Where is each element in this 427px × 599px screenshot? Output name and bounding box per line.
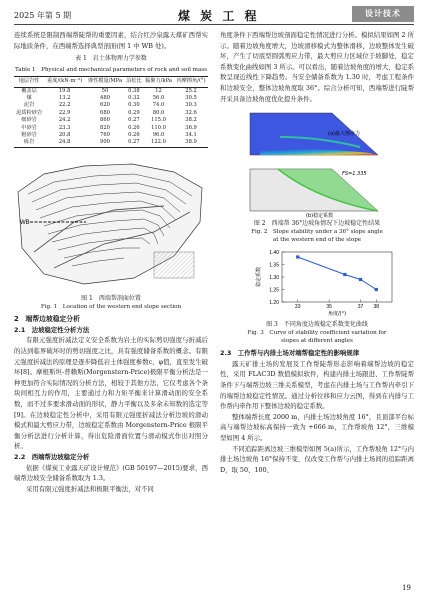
table-cell: 24.2 <box>58 117 71 124</box>
table-cell: 80.0 <box>152 109 165 116</box>
fs-label: FS=1.335 <box>342 171 367 178</box>
table1-title: 表 1 岩土体物理力学参数 <box>75 55 147 63</box>
table-cell: 泥质粉砂岩 <box>16 109 43 116</box>
table-row <box>14 139 208 147</box>
table-cell: 110.0 <box>151 124 166 131</box>
table1-title-en: Table 1 Physical and mechanical parameters of rock and soil mass <box>14 67 208 74</box>
x-axis-label: 角度/(°) <box>327 311 347 318</box>
stability-svg <box>220 163 414 219</box>
series-line <box>298 257 377 290</box>
x-tick-label: 33 <box>294 304 301 311</box>
table-header: 泊松比 <box>125 77 143 87</box>
table-row <box>14 125 208 132</box>
section22-paragraph-1: 依据《煤炭工业露天矿设计规范》(GB 50197—2015)要求，西端帮边坡安全储备系数取为 1.3。 <box>14 463 208 483</box>
shear-stress-svg <box>220 107 414 163</box>
section2-heading: 2 端帮边坡稳定分析 <box>14 314 80 323</box>
figure2a-shear-stress <box>220 107 414 163</box>
y-tick-label: 1.20 <box>269 299 279 306</box>
series-point <box>343 273 346 276</box>
rock-parameters-table <box>14 76 208 148</box>
table-cell: 38.9 <box>174 139 208 147</box>
table-cell: 煤 <box>26 95 32 101</box>
table-cell: 30.5 <box>185 95 197 101</box>
section23-paragraph-3: 不同追踪距离边坡三维模型如图 5(a)所示，工作帮坡角 12°与内排土场边坡角 16°保持不变，仅改变工作帮与内排土场间的追踪距离 D，取 50、100、 <box>220 444 414 474</box>
figure2b-stability <box>220 163 414 219</box>
section-tag: 设计技术 <box>352 6 414 22</box>
figure3-caption-en-2: slopes at different angles <box>281 338 353 345</box>
x-tick-label: 35 <box>326 304 332 311</box>
section23-paragraph-2: 整体端帮长度 2000 m，内排土场边坡角度 16°，且顶部平台标高与端帮边坡标高保持一致为 +666 m，工作帮坡角 12°，三维模型如图 4 所示。 <box>220 412 414 442</box>
issue-label: 2025 年第 5 期 <box>14 11 72 20</box>
table-cell: 22.2 <box>58 102 71 109</box>
table-cell: 74.0 <box>152 102 165 109</box>
series-point <box>375 288 378 291</box>
table-cell: 0.26 <box>128 132 140 139</box>
y-tick-label: 1.30 <box>269 274 279 281</box>
table-cell: 56.0 <box>152 95 165 101</box>
table-cell: 0.32 <box>128 95 140 101</box>
figure1-section-drawing <box>14 152 208 294</box>
y-axis-label: 稳定系数 <box>256 267 262 288</box>
section21-paragraph: 有限元强度折减法定义安全系数为岩土的实际剪切强度与折减后的达到临界破坏时的剪切强度之比，具有强度储备系数的概念。有限元强度折减法的原理是逐步降低岩土体强度参数c、φ值，直至发生破坏[8]。摩根斯坦-普赖斯(Morgenstern-Price)极限平衡分析法是一种更加符合实际情况的分析方法，相较于其他方法，它仅考虑各个条块间相互力的作用，主要通过力和力矩平衡来计算滑动面的安全系数，而不过多要求滑动面的形状，静力平衡以及多余未知数的选定等[9]。在边坡稳定性分析中，采用有限元强度折减法分析边坡的滑动模式和最大剪应力带，边坡稳定系数由 Morgenstern-Price 极限平衡分析法进行分析计算，得出危险滑面位置与滑动模式作出对照分析。 <box>14 336 208 451</box>
table-cell: 680 <box>100 109 110 116</box>
table-cell: 覆盖层 <box>21 87 37 94</box>
table-cell: 122.0 <box>143 139 174 147</box>
figure2-caption-en-2: at the western end of the slope <box>272 237 362 244</box>
table-cell: 19.8 <box>58 87 71 94</box>
figure2-caption: 图 2 西端帮 36°边坡角情况下边坡稳定性结果 <box>253 220 381 228</box>
table-cell: 12 <box>155 87 162 94</box>
table-cell: 38.2 <box>185 117 197 124</box>
table-cell: 0.29 <box>128 109 140 116</box>
table-cell: 0.27 <box>125 139 143 147</box>
table-body <box>14 87 208 147</box>
table-cell: 细砂岩 <box>21 117 37 124</box>
figure2a-label: (a)最大剪应力 <box>328 131 360 138</box>
y-tick-label: 1.25 <box>269 287 279 294</box>
table-cell: 砾岩 <box>14 139 44 147</box>
table-row <box>14 95 208 102</box>
x-tick-label: 37 <box>357 304 364 311</box>
stability-curve-chart <box>220 246 414 320</box>
table-cell: 粗砂岩 <box>21 132 37 139</box>
table-cell: 泥岩 <box>23 102 35 109</box>
table-header: 内摩擦角/(°) <box>174 77 208 87</box>
table-row <box>14 87 208 95</box>
table-row <box>14 110 208 117</box>
figure1-caption: 图 1 西端帮剖面位置 <box>81 294 141 302</box>
header-rule <box>14 24 414 25</box>
right-column <box>220 30 414 475</box>
section23-paragraph-1: 露天矿排土场的发展及工作帮陡帮形态影响着端帮边坡的稳定性，采用 FLAC3D 数值模拟软件，构建内排土场跟进、工作帮陡帮条件下与端帮边坡三维关系模型，考虑在内排土场与工作帮内牵引下的端帮边坡稳定性情况。通过分析位移和应力云图，得到在内排与工作帮内牵作用下整体边坡的稳定系数。 <box>220 359 414 411</box>
table-row <box>14 132 208 139</box>
figure3-chart <box>220 246 414 320</box>
table-row <box>14 102 208 109</box>
series-point <box>359 278 362 281</box>
table-header: 重度/(kN·m⁻³) <box>44 77 85 87</box>
table-cell: 32.6 <box>185 109 197 116</box>
table-cell: 115.0 <box>151 117 166 124</box>
page-number: 19 <box>402 584 411 592</box>
table-header: 黏聚力/kPa <box>143 77 174 87</box>
table-cell: 30.3 <box>185 102 197 109</box>
table-cell: 900 <box>85 139 125 147</box>
table-header: 弹性模量/MPa <box>85 77 125 87</box>
table-cell: 96.0 <box>152 132 165 139</box>
page-header <box>0 0 427 28</box>
table-cell: 13.2 <box>58 95 71 101</box>
table-cell: 760 <box>100 132 110 139</box>
table-cell: 20.8 <box>58 132 71 139</box>
table-cell: 0.38 <box>128 87 140 94</box>
figure3-caption: 图 3 不同角度边坡稳定系数变化曲线 <box>266 321 368 329</box>
svg-text:WB: WB <box>20 219 30 226</box>
table-cell: 中砂岩 <box>21 124 37 131</box>
table-cell: 50 <box>101 87 109 94</box>
table-cell: 860 <box>100 117 110 124</box>
figure1-caption-en: Fig. 1 Location of the western end slope section <box>40 303 182 310</box>
figure3-caption-en-1: Fig. 3 Curve of stability coefficient variation for <box>247 330 387 337</box>
section23-heading: 2.3 工作帮与内排土场对端帮稳定性的影响规律 <box>220 349 360 358</box>
table-cell: 23.3 <box>58 124 71 131</box>
figure2-caption-en-1: Fig. 2 Slope stability under a 36° slope angle <box>251 229 383 236</box>
section-svg <box>14 152 208 294</box>
x-tick-label: 38 <box>373 304 380 311</box>
table-cell: 25.2 <box>185 87 197 94</box>
table-header: 地层岩性 <box>14 77 44 87</box>
table-cell: 36.9 <box>185 124 197 131</box>
table-cell: 0.27 <box>128 117 140 124</box>
section22-heading: 2.2 西端帮边坡稳定分析 <box>14 452 90 461</box>
table-cell: 0.26 <box>128 124 140 131</box>
table-cell: 22.9 <box>58 109 71 116</box>
table-cell: 34.1 <box>185 132 197 139</box>
dump-area <box>154 252 194 278</box>
table-row <box>14 117 208 124</box>
y-tick-label: 1.35 <box>269 262 279 269</box>
table-cell: 0.30 <box>128 102 140 109</box>
table-cell: 820 <box>100 124 110 131</box>
table-cell: 620 <box>100 102 110 109</box>
journal-title: 煤 炭 工 程 <box>178 9 260 23</box>
figure2b-label: (b)稳定系数 <box>306 213 334 220</box>
section21-heading: 2.1 边坡稳定性分析方法 <box>14 325 90 334</box>
plot-frame <box>282 252 392 302</box>
section22-paragraph-2: 采用有限元强度折减法和极限平衡法，对不同 <box>26 484 154 493</box>
intro-paragraph: 连续系统是限制西端帮陡帮的重要因素，结合红沙泉露天煤矿西帮实际地质条件，在西端帮选择典型剖面(图 1 中 WB 处)。 <box>14 31 208 50</box>
table-cell: 480 <box>100 95 110 101</box>
y-tick-label: 1.40 <box>269 249 279 256</box>
left-column <box>14 30 208 494</box>
right-top-paragraph: 角度条件下西端帮边坡剖面稳定性情况进行分析。模拟结果如图 2 所示。随着边坡角度增大，边坡滑移模式为整体滑移，边坡整体发生破坏，产生了切底型圆弧剪应力带，最大剪应力区域位于坡脚处，稳定系数变化曲线如图 3 所示。可以看出，随着边坡角度的增大，稳定系数呈现近线性下降趋势。当安全储备系数为 1.30 时，考虑工程条件和边坡安全，整体边坡角度取 36°。综合分析可知，西端帮进行陡帮开采具备边坡角度优化提升条件。 <box>220 31 414 103</box>
table-cell: 24.8 <box>44 139 85 147</box>
series-point <box>296 256 299 259</box>
